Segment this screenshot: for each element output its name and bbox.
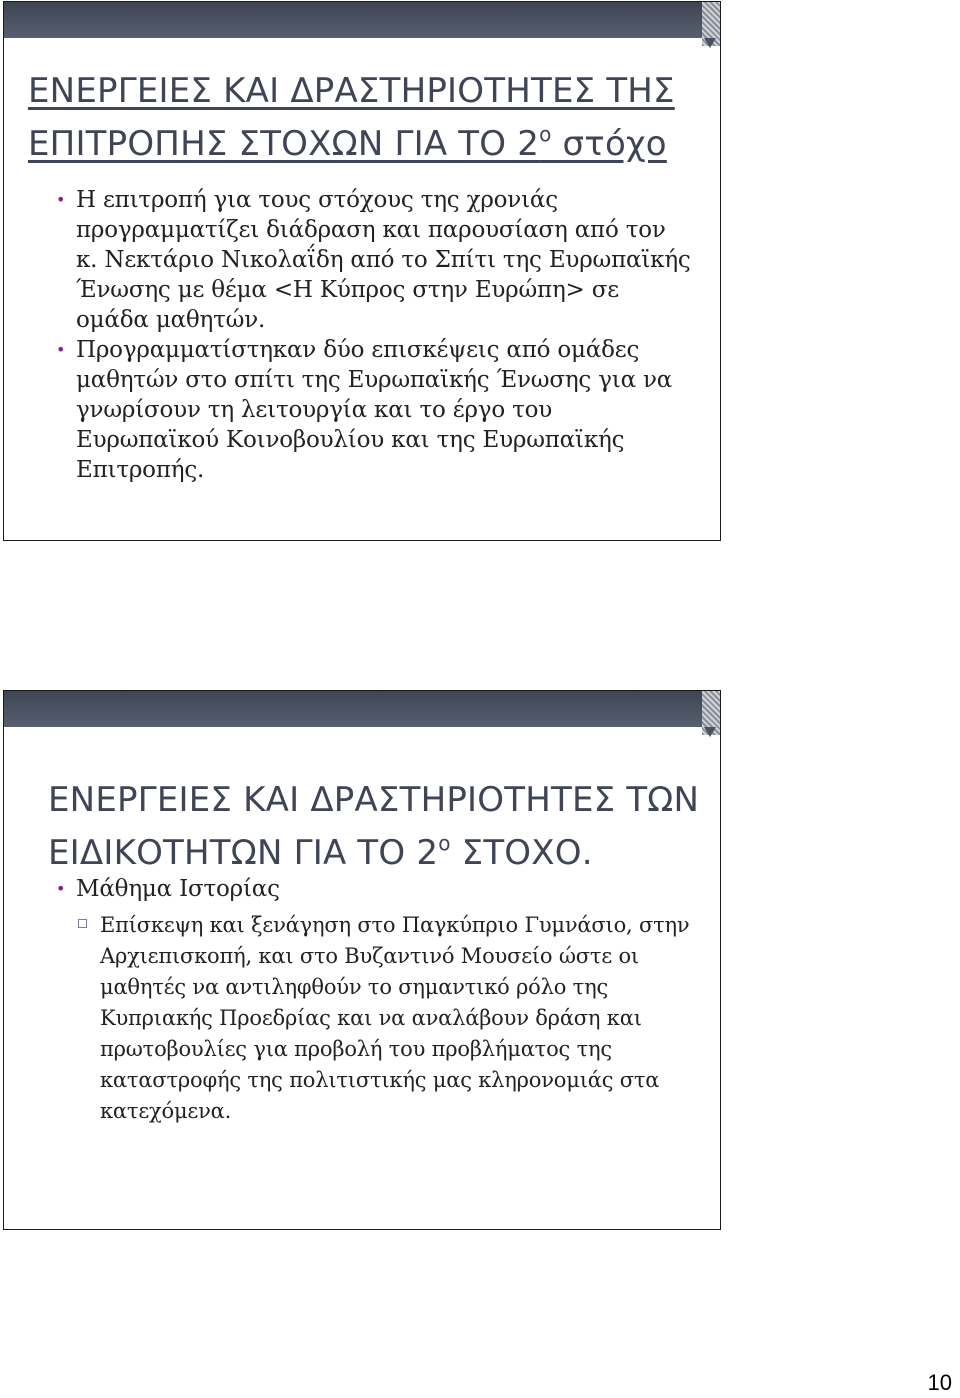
slide-header-bar — [4, 691, 720, 727]
bullet-text: Μάθημα Ιστορίας — [76, 876, 280, 902]
title-tail: ΣΤΟΧΟ. — [450, 833, 593, 873]
bullet-text: Η επιτροπή για τους στόχους της χρονιάς προγραμματίζει διάδραση και παρουσίαση από τον κ. Νεκτάριο Νικολαΐδη από το Σπίτι της Ευρωπαϊκής Ένωσης με θέμα <Η Κύπρος στην Ευρώπη> σε ομάδα μαθητών. — [76, 187, 691, 333]
slide-1-title — [28, 70, 720, 166]
title-superscript: ο — [438, 831, 451, 855]
bullet-item — [54, 185, 694, 335]
sub-bullet-list — [76, 910, 694, 1127]
tab-decoration — [704, 727, 716, 737]
title-text: ΕΝΕΡΓΕΙΕΣ ΚΑΙ ΔΡΑΣΤΗΡΙΟΤΗΤΕΣ ΤΗΣ ΕΠΙΤΡΟΠΗΣ ΣΤΟΧΩΝ ΓΙΑ ΤΟ 2 — [28, 71, 675, 164]
title-tail: στόχο — [551, 124, 667, 164]
bullet-dot-icon: • — [56, 340, 66, 359]
slide-1 — [3, 1, 721, 541]
sub-bullet-text: Επίσκεψη και ξενάγηση στο Παγκύπριο Γυμνάσιο, στην Αρχιεπισκοπή, και στο Βυζαντινό Μουσείο ώστε οι μαθητές να αντιληφθούν το σημαντικό ρόλο της Κυπριακής Προεδρίας και να αναλάβουν δράση και πρωτοβουλίες για προβολή του προβλήματος της καταστροφής της πολιτιστικής μας κληρονομιάς στα κατεχόμενα. — [100, 913, 690, 1123]
bullet-dot-icon: • — [56, 190, 66, 209]
slide-2-title — [48, 779, 720, 875]
bullet-list — [54, 185, 694, 485]
bullet-item — [54, 335, 694, 485]
page-number: 10 — [927, 1370, 952, 1395]
bullet-text: Προγραμματίστηκαν δύο επισκέψεις από ομάδες μαθητών στο σπίτι της Ευρωπαϊκής Ένωσης για να γνωρίσουν τη λειτουργία και το έργο του Ευρωπαϊκού Κοινοβουλίου και της Ευρωπαϊκής Επιτροπής. — [76, 337, 673, 483]
title-superscript: ο — [539, 122, 552, 146]
square-bullet-icon — [78, 919, 87, 928]
slide-2-bullet-list — [54, 874, 694, 1127]
bullet-dot-icon: • — [56, 879, 66, 898]
sub-bullet-item — [76, 910, 694, 1127]
tab-decoration — [704, 38, 716, 48]
bullet-item — [54, 874, 694, 1127]
slide-header-bar — [4, 2, 720, 38]
title-text: ΕΝΕΡΓΕΙΕΣ ΚΑΙ ΔΡΑΣΤΗΡΙΟΤΗΤΕΣ ΤΩΝ ΕΙΔΙΚΟΤΗΤΩΝ ΓΙΑ ΤΟ 2 — [48, 780, 700, 873]
